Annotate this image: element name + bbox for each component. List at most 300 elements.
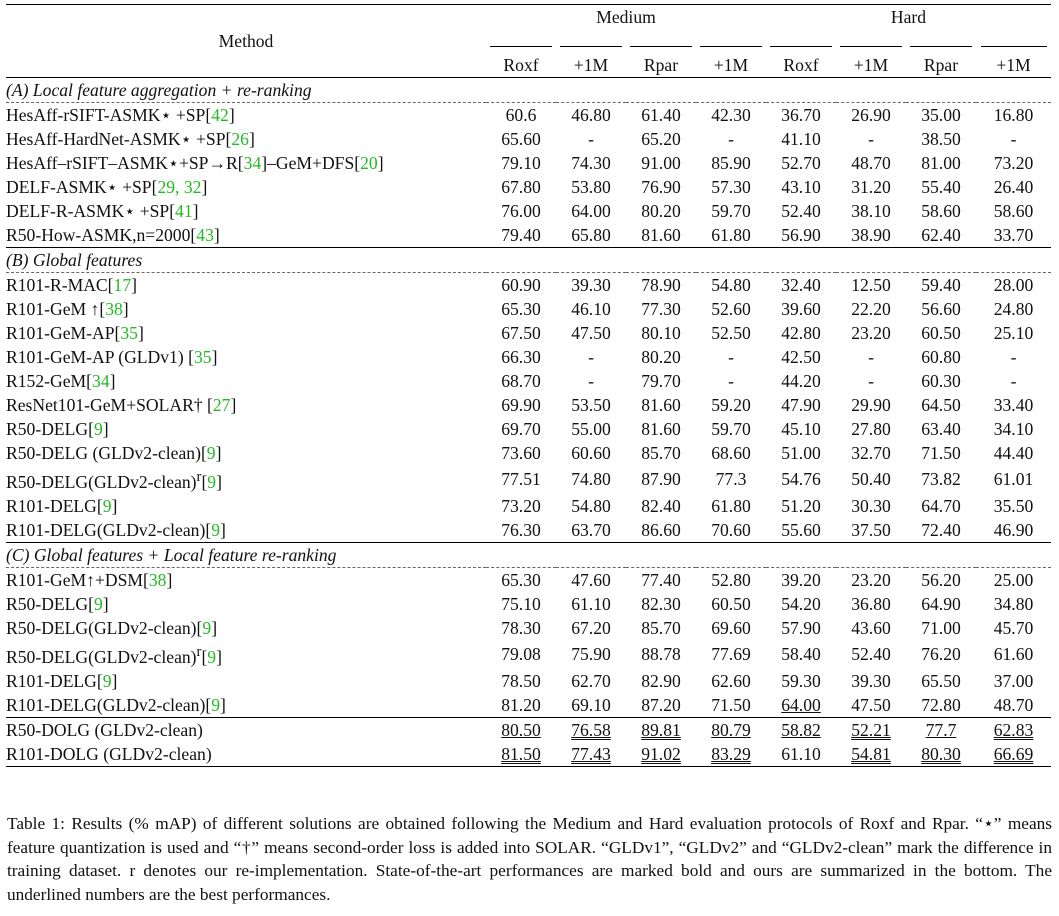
- ours-row: [6, 717, 1051, 742]
- value-cell: 34.80: [993, 593, 1034, 614]
- method-name: R101-GeM ↑: [6, 299, 100, 319]
- method-cell: R50-DELG(GLDv2-clean)$^r$[9]: [6, 643, 222, 667]
- value-cell: 61.10: [571, 593, 611, 614]
- table-row: [6, 297, 1051, 321]
- value-cell: -: [868, 129, 874, 149]
- column-header: Roxf: [486, 29, 556, 78]
- method-cell: DELF-ASMK⋆ +SP[29, 32]: [6, 177, 208, 197]
- value-cell: 64.90: [921, 593, 961, 614]
- value-cell: 69.60: [711, 617, 751, 638]
- value-cell: 25.00: [993, 569, 1034, 590]
- method-name: R101-DELG: [6, 495, 97, 516]
- table-row: [6, 199, 1051, 223]
- value-cell: 79.10: [501, 153, 541, 173]
- value-cell: 67.80: [501, 177, 541, 197]
- value-cell: 73.20: [501, 495, 541, 516]
- column-header: +1M: [556, 29, 626, 78]
- method-cell: [6, 742, 486, 767]
- method-cell: HesAff-HardNet-ASMK⋆ +SP[26]: [6, 129, 255, 149]
- citation-link[interactable]: 20: [360, 153, 378, 173]
- value-cell: 75.90: [571, 644, 611, 665]
- value-cell: 60.30: [921, 371, 961, 391]
- table-row: [6, 669, 1051, 693]
- citation-link[interactable]: 9: [102, 670, 112, 691]
- section-title: (B) Global features: [6, 248, 1051, 273]
- value-cell: 80.20: [641, 201, 681, 221]
- value-cell: 39.30: [851, 670, 891, 691]
- citation-link[interactable]: 9: [211, 694, 220, 715]
- method-cell: R50-DELG[9]: [6, 593, 109, 614]
- value-cell: 48.70: [993, 694, 1034, 715]
- value-cell: 60.6: [505, 105, 537, 125]
- citation-link[interactable]: 35: [193, 347, 212, 367]
- value-cell: 36.70: [781, 105, 821, 125]
- column-header: Rpar: [906, 29, 976, 78]
- value-cell: 53.80: [571, 177, 611, 197]
- method-cell: R101-GeM-AP[35]: [6, 323, 144, 343]
- reimpl-marker: r: [196, 469, 202, 485]
- value-cell: 46.90: [993, 519, 1034, 540]
- value-cell: 51.00: [781, 443, 821, 463]
- value-cell: 54.81: [836, 742, 906, 767]
- column-header: +1M: [976, 29, 1051, 78]
- table-row: [6, 465, 1051, 494]
- method-name: HesAff-rSIFT-ASMK⋆ +SP: [6, 105, 206, 125]
- value-cell: 61.10: [766, 742, 836, 767]
- value-cell: 57.30: [711, 177, 751, 197]
- value-cell: 54.20: [781, 593, 821, 614]
- table-row: [6, 592, 1051, 616]
- method-name: R101-R-MAC: [6, 275, 108, 295]
- value-cell: 78.50: [501, 670, 541, 691]
- value-cell: 76.20: [921, 644, 961, 665]
- value-cell: 78.90: [641, 275, 681, 295]
- column-header: +1M: [696, 29, 766, 78]
- citation-link[interactable]: 34: [92, 371, 110, 391]
- value-cell: 80.30: [906, 742, 976, 767]
- value-cell: 81.60: [641, 225, 681, 245]
- value-cell: -: [1010, 129, 1017, 149]
- citation-link[interactable]: 9: [93, 593, 103, 614]
- value-cell: 81.60: [641, 395, 681, 415]
- section-header: [6, 248, 1051, 273]
- value-cell: 74.30: [571, 153, 611, 173]
- value-cell: 72.40: [921, 519, 961, 540]
- value-cell: 70.60: [711, 519, 751, 540]
- value-cell: 64.00: [571, 201, 611, 221]
- method-cell: R50-DELG(GLDv2-clean)$^r$[9]: [6, 469, 222, 492]
- citation-link[interactable]: 9: [202, 617, 212, 638]
- value-cell: 61.80: [711, 225, 751, 245]
- value-cell: 81.20: [501, 694, 541, 715]
- value-cell: 47.90: [781, 395, 821, 415]
- value-cell: 77.51: [501, 469, 541, 490]
- value-cell: 62.70: [571, 670, 611, 691]
- value-cell: 41.10: [781, 129, 821, 149]
- table-row: [6, 616, 1051, 640]
- value-cell: 76.90: [641, 177, 681, 197]
- value-cell: 61.01: [993, 469, 1034, 490]
- method-cell: R101-GeM-AP (GLDv1) [35]: [6, 347, 218, 367]
- value-cell: 59.70: [711, 419, 751, 439]
- value-cell: 74.80: [571, 469, 611, 490]
- value-cell: 45.70: [993, 617, 1034, 638]
- value-cell: 82.30: [641, 593, 681, 614]
- value-cell: 25.10: [993, 323, 1034, 343]
- value-cell: 46.10: [571, 299, 611, 319]
- value-cell: 80.10: [641, 323, 681, 343]
- value-cell: -: [1010, 371, 1017, 391]
- table-row: [6, 151, 1051, 175]
- value-cell: 75.10: [501, 593, 541, 614]
- method-name: R152-GeM: [6, 371, 87, 391]
- table-row: [6, 369, 1051, 393]
- value-cell: 71.50: [711, 694, 751, 715]
- table-row: [6, 345, 1051, 369]
- value-cell: -: [588, 347, 594, 367]
- value-cell: 81.60: [641, 419, 681, 439]
- value-cell: 38.50: [921, 129, 961, 149]
- value-cell: 44.40: [993, 443, 1034, 463]
- method-cell: R101-DELG[9]: [6, 495, 118, 516]
- table-row: [6, 640, 1051, 669]
- citation-link[interactable]: 42: [211, 105, 229, 125]
- method-name: R101-GeM-AP (GLDv1): [6, 347, 189, 367]
- value-cell: 86.60: [641, 519, 681, 540]
- method-cell: HesAff–rSIFT–ASMK⋆+SP→R[34]–GeM+DFS[20]: [6, 153, 384, 173]
- value-cell: 76.00: [501, 201, 541, 221]
- method-name: R50-DELG (GLDv2-clean): [6, 443, 201, 463]
- value-cell: 45.10: [781, 419, 821, 439]
- value-cell: 36.80: [851, 593, 891, 614]
- value-cell: 65.50: [921, 670, 961, 691]
- method-name: R50-DOLG (GLDv2-clean): [6, 719, 203, 740]
- value-cell: 72.80: [921, 694, 961, 715]
- method-cell: R101-GeM ↑[38]: [6, 299, 129, 319]
- table-row: [6, 393, 1051, 417]
- citation-link[interactable]: 9: [211, 519, 220, 540]
- value-cell: 39.60: [781, 299, 821, 319]
- value-cell: 55.60: [781, 519, 821, 540]
- value-cell: 24.80: [993, 299, 1034, 319]
- value-cell: 76.30: [501, 519, 541, 540]
- value-cell: 83.29: [696, 742, 766, 767]
- method-header: Method: [6, 5, 486, 78]
- group-header-medium: Medium: [486, 5, 766, 30]
- value-cell: 60.90: [501, 275, 541, 295]
- citation-link[interactable]: 38: [148, 569, 167, 590]
- value-cell: -: [588, 371, 594, 391]
- value-cell: 61.80: [711, 495, 751, 516]
- value-cell: 12.50: [851, 275, 891, 295]
- value-cell: 60.50: [711, 593, 751, 614]
- group-header-hard: Hard: [766, 5, 1051, 30]
- value-cell: 73.60: [501, 443, 541, 463]
- value-cell: 52.60: [711, 299, 751, 319]
- value-cell: 63.40: [921, 419, 961, 439]
- value-cell: 71.50: [921, 443, 961, 463]
- citation-link[interactable]: 43: [196, 225, 214, 245]
- value-cell: 61.40: [641, 105, 681, 125]
- value-cell: 62.40: [921, 225, 961, 245]
- value-cell: 39.30: [571, 275, 611, 295]
- results-table: [6, 4, 1051, 767]
- value-cell: 69.70: [501, 419, 541, 439]
- method-cell: HesAff-rSIFT-ASMK⋆ +SP[42]: [6, 105, 235, 125]
- method-name: R101-GeM-AP: [6, 323, 115, 343]
- value-cell: 65.30: [501, 299, 541, 319]
- value-cell: 87.20: [641, 694, 681, 715]
- value-cell: 27.80: [851, 419, 891, 439]
- value-cell: 85.70: [641, 443, 681, 463]
- method-cell: R50-DELG(GLDv2-clean)[9]: [6, 617, 218, 638]
- column-header: Rpar: [626, 29, 696, 78]
- method-name: HesAff-HardNet-ASMK⋆ +SP: [6, 129, 226, 149]
- value-cell: 59.20: [711, 395, 751, 415]
- value-cell: 52.21: [836, 717, 906, 742]
- value-cell: 77.30: [641, 299, 681, 319]
- method-cell: ResNet101-GeM+SOLAR† [27]: [6, 395, 237, 415]
- value-cell: 77.7: [906, 717, 976, 742]
- value-cell: 62.83: [976, 717, 1051, 742]
- citation-link[interactable]: 34: [243, 153, 262, 173]
- value-cell: 16.80: [993, 105, 1034, 125]
- method-cell: DELF-R-ASMK⋆ +SP[41]: [6, 201, 199, 221]
- value-cell: 59.30: [781, 670, 821, 691]
- section-title: (A) Local feature aggregation + re-ranking: [6, 78, 1051, 103]
- table-row: [6, 175, 1051, 199]
- citation-link[interactable]: 9: [207, 471, 217, 492]
- table-body: [6, 78, 1051, 767]
- value-cell: 79.08: [501, 644, 541, 665]
- value-cell: 42.80: [781, 323, 821, 343]
- value-cell: 56.90: [781, 225, 821, 245]
- value-cell: 48.70: [851, 153, 891, 173]
- method-cell: R152-GeM[34]: [6, 371, 116, 391]
- column-header: +1M: [836, 29, 906, 78]
- method-name: DELF-ASMK⋆ +SP: [6, 177, 152, 197]
- value-cell: -: [1010, 347, 1017, 367]
- value-cell: 52.70: [781, 153, 821, 173]
- value-cell: 78.30: [501, 617, 541, 638]
- value-cell: 56.60: [921, 299, 961, 319]
- value-cell: 64.50: [921, 395, 961, 415]
- value-cell: 73.82: [921, 469, 961, 490]
- value-cell: 32.40: [781, 275, 821, 295]
- value-cell: 32.70: [851, 443, 891, 463]
- value-cell: 66.30: [501, 347, 541, 367]
- value-cell: 22.20: [851, 299, 891, 319]
- section-header: [6, 78, 1051, 103]
- value-cell: 31.20: [851, 177, 891, 197]
- table-row: [6, 567, 1051, 592]
- value-cell: 43.10: [781, 177, 821, 197]
- value-cell: 58.82: [766, 717, 836, 742]
- value-cell: 23.20: [851, 323, 891, 343]
- table-row: [6, 273, 1051, 298]
- value-cell: 44.20: [781, 371, 821, 391]
- citation-link[interactable]: 9: [206, 443, 216, 463]
- table-row: [6, 518, 1051, 543]
- value-cell: 47.50: [571, 323, 611, 343]
- value-cell: 77.43: [556, 742, 626, 767]
- citation-link[interactable]: 27: [212, 395, 231, 415]
- method-cell: R101-R-MAC[17]: [6, 275, 137, 295]
- table-row: [6, 127, 1051, 151]
- value-cell: 62.60: [711, 670, 751, 691]
- value-cell: 91.02: [626, 742, 696, 767]
- value-cell: 38.10: [851, 201, 891, 221]
- method-cell: R101-DELG[9]: [6, 670, 118, 691]
- citation-link[interactable]: 9: [207, 646, 217, 667]
- value-cell: -: [868, 371, 874, 391]
- value-cell: 54.80: [711, 275, 751, 295]
- value-cell: 65.80: [571, 225, 611, 245]
- value-cell: 80.79: [696, 717, 766, 742]
- value-cell: 58.40: [781, 644, 821, 665]
- value-cell: 52.40: [851, 644, 891, 665]
- value-cell: 91.00: [641, 153, 681, 173]
- value-cell: 51.20: [781, 495, 821, 516]
- value-cell: 42.50: [781, 347, 821, 367]
- table-row: [6, 417, 1051, 441]
- value-cell: 85.70: [641, 617, 681, 638]
- method-cell: [6, 717, 486, 742]
- value-cell: 79.40: [501, 225, 541, 245]
- section-title: (C) Global features + Local feature re-ranking: [6, 542, 1051, 567]
- method-name: R101-DELG(GLDv2-clean): [6, 694, 206, 715]
- value-cell: 52.50: [711, 323, 751, 343]
- method-name: R50-DELG(GLDv2-clean): [6, 617, 197, 638]
- value-cell: 54.76: [781, 469, 821, 490]
- value-cell: 76.58: [556, 717, 626, 742]
- value-cell: 82.90: [641, 670, 681, 691]
- value-cell: 47.50: [851, 694, 891, 715]
- value-cell: 80.50: [486, 717, 556, 742]
- method-cell: R101-DELG(GLDv2-clean)[9]: [6, 694, 226, 715]
- value-cell: -: [728, 347, 734, 367]
- value-cell: 34.10: [993, 419, 1034, 439]
- method-cell: R101-GeM↑+DSM[38]: [6, 569, 173, 590]
- ours-row: [6, 742, 1051, 767]
- table-row: [6, 223, 1051, 248]
- value-cell: 54.80: [571, 495, 611, 516]
- method-cell: R101-DELG(GLDv2-clean)[9]: [6, 519, 226, 540]
- method-cell: R50-DELG[9]: [6, 419, 109, 439]
- value-cell: 60.80: [921, 347, 961, 367]
- value-cell: 65.30: [501, 569, 541, 590]
- value-cell: 60.60: [571, 443, 611, 463]
- table-row: [6, 103, 1051, 128]
- value-cell: 66.69: [976, 742, 1051, 767]
- value-cell: 56.20: [921, 569, 961, 590]
- value-cell: 81.00: [921, 153, 961, 173]
- value-cell: 43.60: [851, 617, 891, 638]
- citation-link[interactable]: 9: [93, 419, 103, 439]
- citation-link[interactable]: 17: [113, 275, 132, 295]
- method-name: R50-DELG: [6, 593, 89, 614]
- table-row: [6, 441, 1051, 465]
- value-cell: 89.81: [626, 717, 696, 742]
- value-cell: 29.90: [851, 395, 891, 415]
- value-cell: 67.20: [571, 617, 611, 638]
- value-cell: -: [588, 129, 594, 149]
- value-cell: 57.90: [781, 617, 821, 638]
- value-cell: 82.40: [641, 495, 681, 516]
- value-cell: 65.60: [501, 129, 541, 149]
- value-cell: 42.30: [711, 105, 751, 125]
- value-cell: 67.50: [501, 323, 541, 343]
- value-cell: 85.90: [711, 153, 751, 173]
- value-cell: 55.00: [571, 419, 611, 439]
- value-cell: 37.50: [851, 519, 891, 540]
- citation-link[interactable]: 38: [105, 299, 123, 319]
- value-cell: 55.40: [921, 177, 961, 197]
- method-name: ResNet101-GeM+SOLAR†: [6, 395, 207, 415]
- value-cell: 58.60: [993, 201, 1034, 221]
- reimpl-marker: r: [196, 643, 202, 660]
- value-cell: 37.00: [993, 670, 1034, 691]
- value-cell: 47.60: [571, 569, 611, 590]
- citation-link[interactable]: 26: [231, 129, 249, 149]
- value-cell: 39.20: [781, 569, 821, 590]
- value-cell: 68.70: [501, 371, 541, 391]
- value-cell: 59.40: [921, 275, 961, 295]
- value-cell: 52.80: [711, 569, 751, 590]
- value-cell: 81.50: [486, 742, 556, 767]
- value-cell: 64.70: [921, 495, 961, 516]
- value-cell: 69.10: [571, 694, 611, 715]
- value-cell: 38.90: [851, 225, 891, 245]
- value-cell: 33.40: [993, 395, 1034, 415]
- value-cell: 77.40: [641, 569, 681, 590]
- table-row: [6, 693, 1051, 718]
- value-cell: 77.3: [715, 469, 747, 490]
- value-cell: 68.60: [711, 443, 751, 463]
- method-cell: R50-DELG (GLDv2-clean)[9]: [6, 443, 222, 463]
- value-cell: 52.40: [781, 201, 821, 221]
- value-cell: 64.00: [781, 694, 821, 715]
- value-cell: 28.00: [993, 275, 1034, 295]
- value-cell: 53.50: [571, 395, 611, 415]
- value-cell: 50.40: [851, 469, 891, 490]
- method-name: R101-DOLG (GLDv2-clean): [6, 743, 212, 764]
- citation-link[interactable]: 41: [175, 201, 193, 221]
- citation-link[interactable]: 29, 32: [157, 177, 202, 197]
- method-name: R101-DELG(GLDv2-clean): [6, 519, 206, 540]
- method-name: R50-How-ASMK,n=2000: [6, 225, 191, 245]
- value-cell: 59.70: [711, 201, 751, 221]
- value-cell: 65.20: [641, 129, 681, 149]
- table-row: [6, 321, 1051, 345]
- value-cell: 26.90: [851, 105, 891, 125]
- value-cell: 71.00: [921, 617, 961, 638]
- citation-link[interactable]: 9: [102, 495, 112, 516]
- value-cell: 46.80: [571, 105, 611, 125]
- value-cell: 77.69: [711, 644, 751, 665]
- method-cell: R50-How-ASMK,n=2000[43]: [6, 225, 220, 245]
- method-suffix: –GeM+DFS: [267, 153, 355, 173]
- value-cell: 58.60: [921, 201, 961, 221]
- table-caption: Table 1: Results (% mAP) of different solutions are obtained following the Medium and Hard evaluation protocols of Roxf and Rpar. “⋆” means feature quantization is used and “†” means second-order loss is added into SOLAR. “GLDv1”, “GLDv2” and “GLDv2-clean” mark the difference in training dataset. r denotes our re-implementation. State-of-the-art performances are marked bold and ours are summarized in the bottom. The underlined numbers are the best performances.: [7, 814, 1052, 904]
- method-name: R101-GeM↑+DSM: [6, 569, 143, 590]
- value-cell: 60.50: [921, 323, 961, 343]
- value-cell: 61.60: [993, 644, 1034, 665]
- citation-link[interactable]: 35: [120, 323, 138, 343]
- method-name: R101-DELG: [6, 670, 97, 691]
- table-header: [6, 5, 1051, 78]
- value-cell: 35.00: [921, 105, 961, 125]
